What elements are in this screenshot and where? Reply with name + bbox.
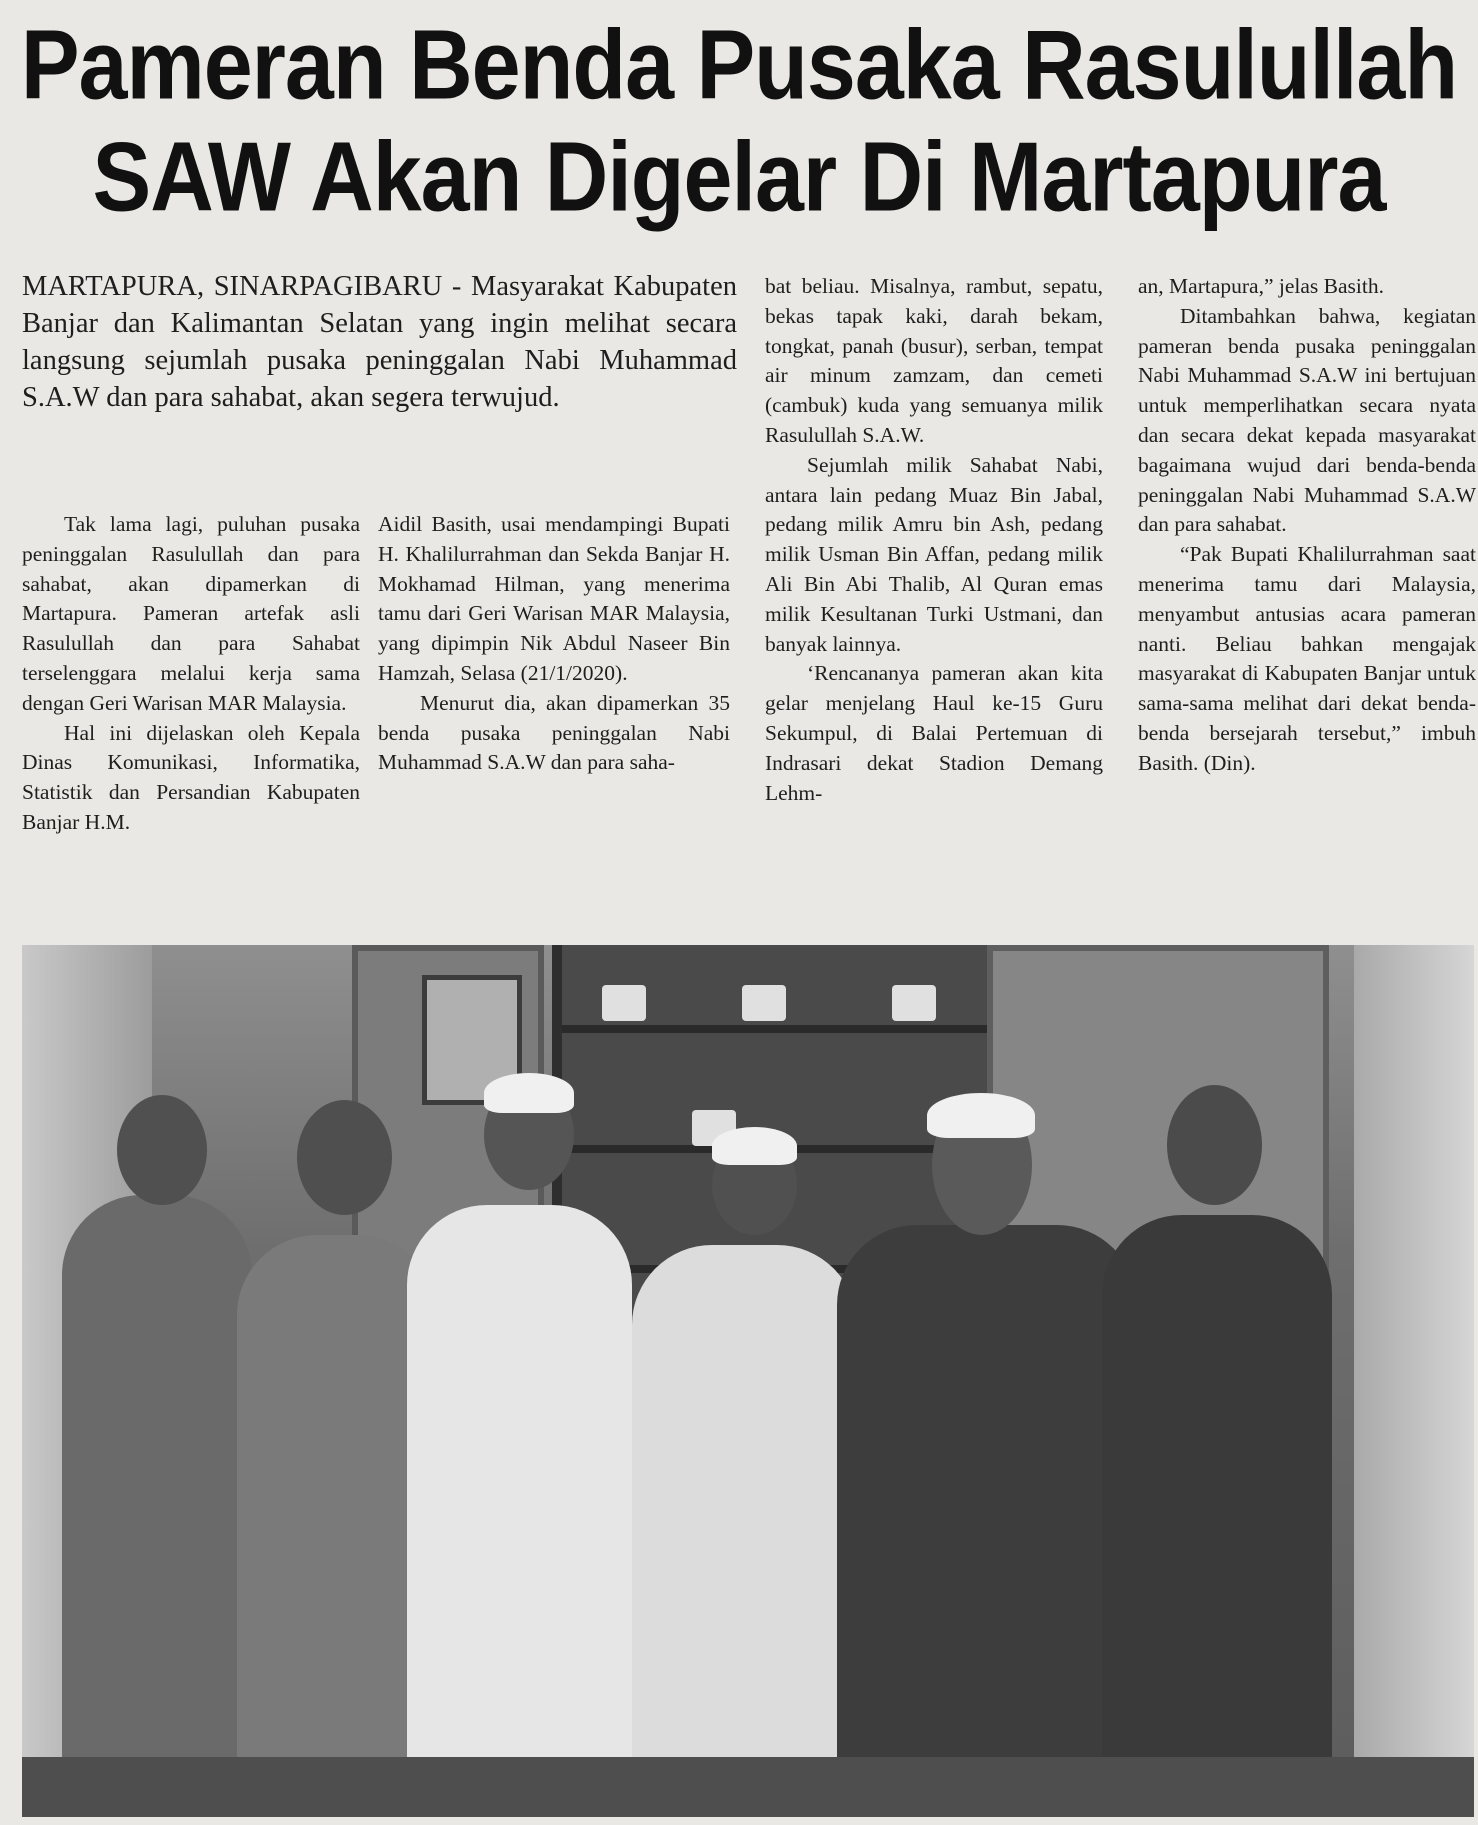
paragraph: Tak lama lagi, puluhan pusaka peninggalan Rasulullah dan para sahabat, akan dipamerkan di Martapura. Pameran artefak asli Rasulullah dan para Sahabat terselenggara melalui kerja sama dengan Geri Warisan MAR Malaysia. — [22, 512, 360, 715]
kopiah-cap — [927, 1093, 1035, 1138]
paragraph: an, Martapura,” jelas Basith. — [1138, 274, 1384, 298]
person — [407, 1205, 632, 1817]
person — [62, 1195, 252, 1817]
article-column-1 — [22, 510, 360, 838]
plant-pot — [742, 985, 786, 1021]
kopiah-cap — [484, 1073, 574, 1113]
person — [632, 1245, 857, 1817]
person-head — [297, 1100, 392, 1215]
paragraph: Menurut dia, akan dipamerkan 35 benda pusaka peninggalan Nabi Muhammad S.A.W dan para saha- — [378, 690, 730, 775]
shelf — [562, 1025, 992, 1033]
article-column-4 — [1138, 272, 1476, 779]
person — [837, 1225, 1137, 1817]
paragraph: bat beliau. Misalnya, rambut, sepatu, bekas tapak kaki, darah bekam, tongkat, panah (busur), serban, tempat air minum zamzam, dan cemeti (cambuk) kuda yang semuanya milik Rasulullah S.A.W. — [765, 274, 1103, 447]
article-column-3 — [765, 272, 1103, 808]
headline-line-1: Pameran Benda Pusaka Rasulullah — [20, 8, 1458, 120]
group-photo — [22, 945, 1474, 1817]
plant-pot — [602, 985, 646, 1021]
person-head — [1167, 1085, 1262, 1205]
headline — [0, 0, 1478, 233]
paragraph: “Pak Bupati Khalilurrahman saat menerima tamu dari Malaysia, menyambut antusias acara pameran nanti. Beliau bahkan mengajak masyarakat di Kabupaten Banjar untuk sama-sama melihat dari dekat benda-benda bersejarah tersebut,” imbuh Basith. (Din). — [1138, 542, 1476, 775]
photo-wall — [1354, 945, 1474, 1817]
kopiah-cap — [712, 1127, 797, 1165]
person-head — [117, 1095, 207, 1205]
paragraph: Hal ini dijelaskan oleh Kepala Dinas Komunikasi, Informatika, Statistik dan Persandian Kabupaten Banjar H.M. — [22, 720, 360, 834]
plant-pot — [892, 985, 936, 1021]
photo-floor — [22, 1757, 1474, 1817]
paragraph: Ditambahkan bahwa, kegiatan pameran benda pusaka peninggalan Nabi Muhammad S.A.W ini bertujuan untuk memperlihatkan secara nyata dan secara dekat kepada masyarakat bagaimana wujud dari benda-benda peninggalan Nabi Muhammad S.A.W dan para sahabat. — [1138, 303, 1476, 537]
lead-paragraph: MARTAPURA, SINARPAGIBARU - Masyarakat Kabupaten Banjar dan Kalimantan Selatan yang ingin melihat secara langsung sejumlah pusaka peninggalan Nabi Muhammad S.A.W dan para sahabat, akan segera terwujud. — [22, 271, 737, 413]
paragraph: Sejumlah milik Sahabat Nabi, antara lain pedang Muaz Bin Jabal, pedang milik Amru bin Ash, pedang milik Usman Bin Affan, pedang milik Ali Bin Abi Thalib, Al Quran emas milik Kesultanan Turki Ustmani, dan banyak lainnya. — [765, 452, 1103, 656]
headline-line-2: SAW Akan Digelar Di Martapura — [92, 120, 1386, 232]
paragraph: Aidil Basith, usai mendampingi Bupati H. Khalilurrahman dan Sekda Banjar H. Mokhamad Hilman, yang menerima tamu dari Geri Warisan MAR Malaysia, yang dipimpin Nik Abdul Naseer Bin Hamzah, Selasa (21/1/2020). — [378, 512, 730, 685]
person — [1102, 1215, 1332, 1817]
article-column-2 — [378, 510, 730, 778]
paragraph: ‘Rencananya pameran akan kita gelar menjelang Haul ke-15 Guru Sekumpul, di Balai Pertemuan di Indrasari dekat Stadion Demang Lehm- — [765, 661, 1103, 805]
